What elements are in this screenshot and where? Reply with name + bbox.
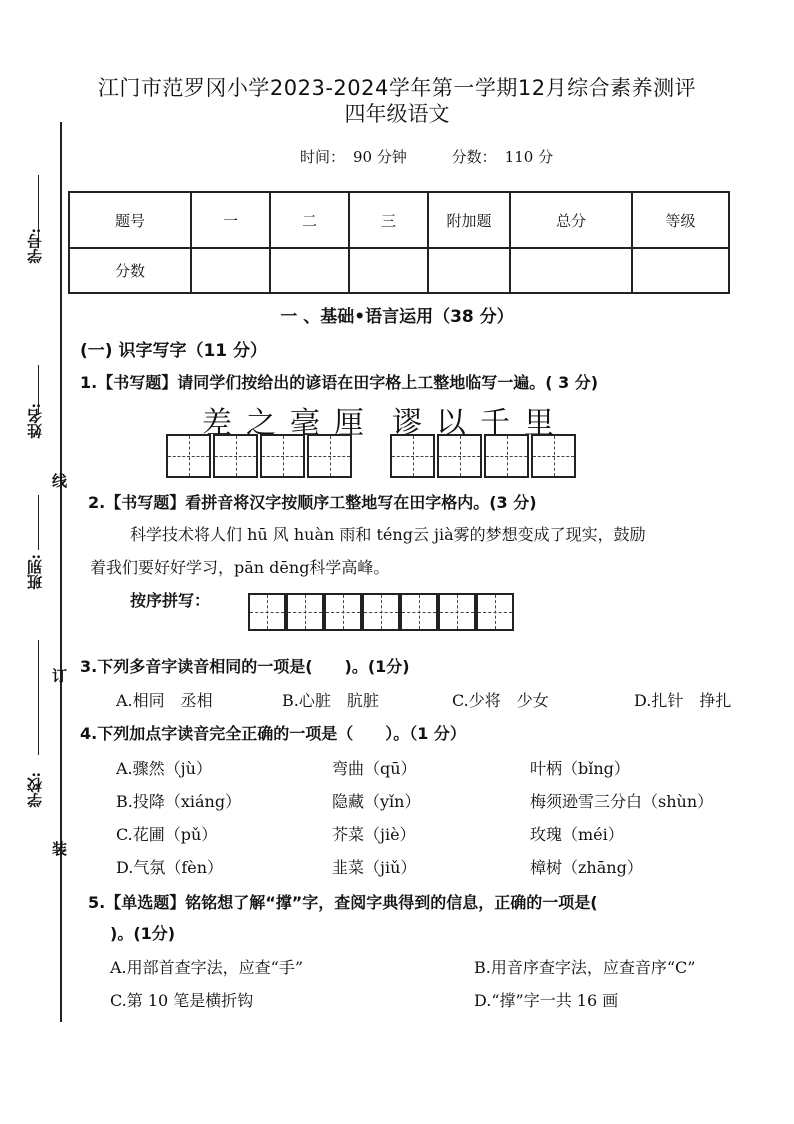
q2-passage-line1: 科学技术将人们 hū 风 huàn 雨和 téng云 jià雾的梦想变成了现实，鼓励 [130,525,646,544]
tianzige-cell[interactable] [484,434,529,478]
section-title: 一 、基础•语言运用（38 分） [280,307,514,327]
tianzige-cell[interactable] [248,593,286,631]
cell-part-3: 三 [349,192,428,248]
time-value: 90 分钟 [353,148,407,166]
time-label: 时间： [300,148,346,166]
score-table [68,191,730,294]
tianzige-cell[interactable] [437,434,482,478]
tianzige-cell[interactable] [400,593,438,631]
q4-b-1[interactable]: B.投降（xiáng） [116,792,242,811]
question-4-text: 4.下列加点字读音完全正确的一项是（ ）。（1 分） [80,724,466,743]
question-1-text: 1.【书写题】请同学们按给出的谚语在田字格上工整地临写一遍。( 3 分) [80,373,599,392]
q4-c-1[interactable]: C.花圃（pǔ） [116,825,218,844]
cell-question-no: 题号 [69,192,191,248]
q4-a-1[interactable]: A.骤然（jù） [116,759,212,778]
binding-mark-xian: 线 [52,472,68,490]
school-blank [38,640,39,755]
tianzige-cell[interactable] [362,593,400,631]
q4-a-3: 叶柄（bǐng） [530,759,630,778]
q4-d-1[interactable]: D.气氛（fèn） [116,858,224,877]
tianzige-cell[interactable] [260,434,305,478]
q3-option-d[interactable]: D.扎针 挣扎 [634,691,732,710]
school-label: 学校: [26,772,44,808]
question-1 [80,370,598,393]
question-2 [88,490,537,513]
tianzige-cell[interactable] [166,434,211,478]
score-table-header-row [69,192,729,248]
question-5-text-1: 5.【单选题】铭铭想了解“撑”字，查阅字典得到的信息，正确的一项是( [88,893,598,912]
q3-option-c[interactable]: C.少将 少女 [452,691,549,710]
tianzige-cell[interactable] [390,434,435,478]
question-3 [80,654,410,677]
class-label: 班别: [26,554,44,590]
tianzige-cell[interactable] [213,434,258,478]
score-table-score-row [69,248,729,293]
cell-part-2: 二 [270,192,349,248]
writing-grid-a[interactable] [166,434,352,478]
q3-option-a[interactable]: A.相同 丞相 [116,691,213,710]
q5-option-d[interactable]: D.“撑”字一共 16 画 [474,991,619,1010]
question-2-text: 2.【书写题】看拼音将汉字按顺序工整地写在田字格内。(3 分) [88,493,537,512]
score-label: 分数： [451,148,497,166]
score-input-total[interactable] [510,248,632,293]
q3-option-b[interactable]: B.心脏 肮脏 [282,691,379,710]
q4-b-2: 隐藏（yǐn） [332,792,421,811]
tianzige-cell[interactable] [531,434,576,478]
tianzige-cell[interactable] [286,593,324,631]
q5-option-b[interactable]: B.用音序查字法，应查音序“C” [474,958,696,977]
q5-option-c[interactable]: C.第 10 笔是横折钩 [110,991,254,1010]
student-no-label: 学号: [26,228,44,264]
exam-time-score [300,146,561,167]
score-input-grade[interactable] [632,248,729,293]
score-input-3[interactable] [349,248,428,293]
tianzige-cell[interactable] [324,593,362,631]
score-input-bonus[interactable] [428,248,510,293]
cell-part-1: 一 [191,192,270,248]
q4-b-3: 梅须逊雪三分白（shùn） [530,792,714,811]
idiom-part-a: 差之毫厘 [202,406,378,441]
cell-bonus: 附加题 [428,192,510,248]
q4-d-3: 樟树（zhāng） [530,858,643,877]
q4-c-2: 芥菜（jiè） [332,825,416,844]
q2-passage-line2: 着我们要好好学习，pān dēng科学高峰。 [90,558,390,577]
exam-title: 江门市范罗冈小学2023-2024学年第一学期12月综合素养测评 [97,76,697,100]
cell-total: 总分 [510,192,632,248]
idiom-part-b: 谬以千里 [392,406,568,441]
class-blank [38,495,39,550]
cell-grade: 等级 [632,192,729,248]
tianzige-cell[interactable] [476,593,514,631]
writing-grid-b[interactable] [390,434,576,478]
binding-line [60,122,62,1022]
q4-d-2: 韭菜（jiǔ） [332,858,417,877]
question-4 [80,721,466,744]
q4-a-2: 弯曲（qū） [332,759,417,778]
score-value: 110 分 [504,148,554,166]
binding-mark-ding: 订 [52,667,68,685]
q5-option-a[interactable]: A.用部首查字法，应查“手” [110,958,304,977]
question-3-text: 3.下列多音字读音相同的一项是( )。(1分) [80,657,410,676]
score-input-1[interactable] [191,248,270,293]
question-5-cont [110,921,175,944]
exam-subtitle: 四年级语文 [344,102,450,126]
score-input-2[interactable] [270,248,349,293]
write-order-label: 按序拼写： [130,591,211,610]
subsection-title: (一) 识字写字（11 分） [80,341,268,361]
pinyin-writing-grid[interactable] [248,593,514,631]
question-5-text-2: )。(1分) [110,924,176,943]
tianzige-cell[interactable] [438,593,476,631]
tianzige-cell[interactable] [307,434,352,478]
name-label: 姓名: [26,403,44,439]
q4-c-3: 玫瑰（méi） [530,825,624,844]
cell-score-label: 分数 [69,248,191,293]
question-5 [88,890,598,913]
q2-passage [90,518,760,584]
binding-mark-zhuang: 装 [52,840,68,858]
